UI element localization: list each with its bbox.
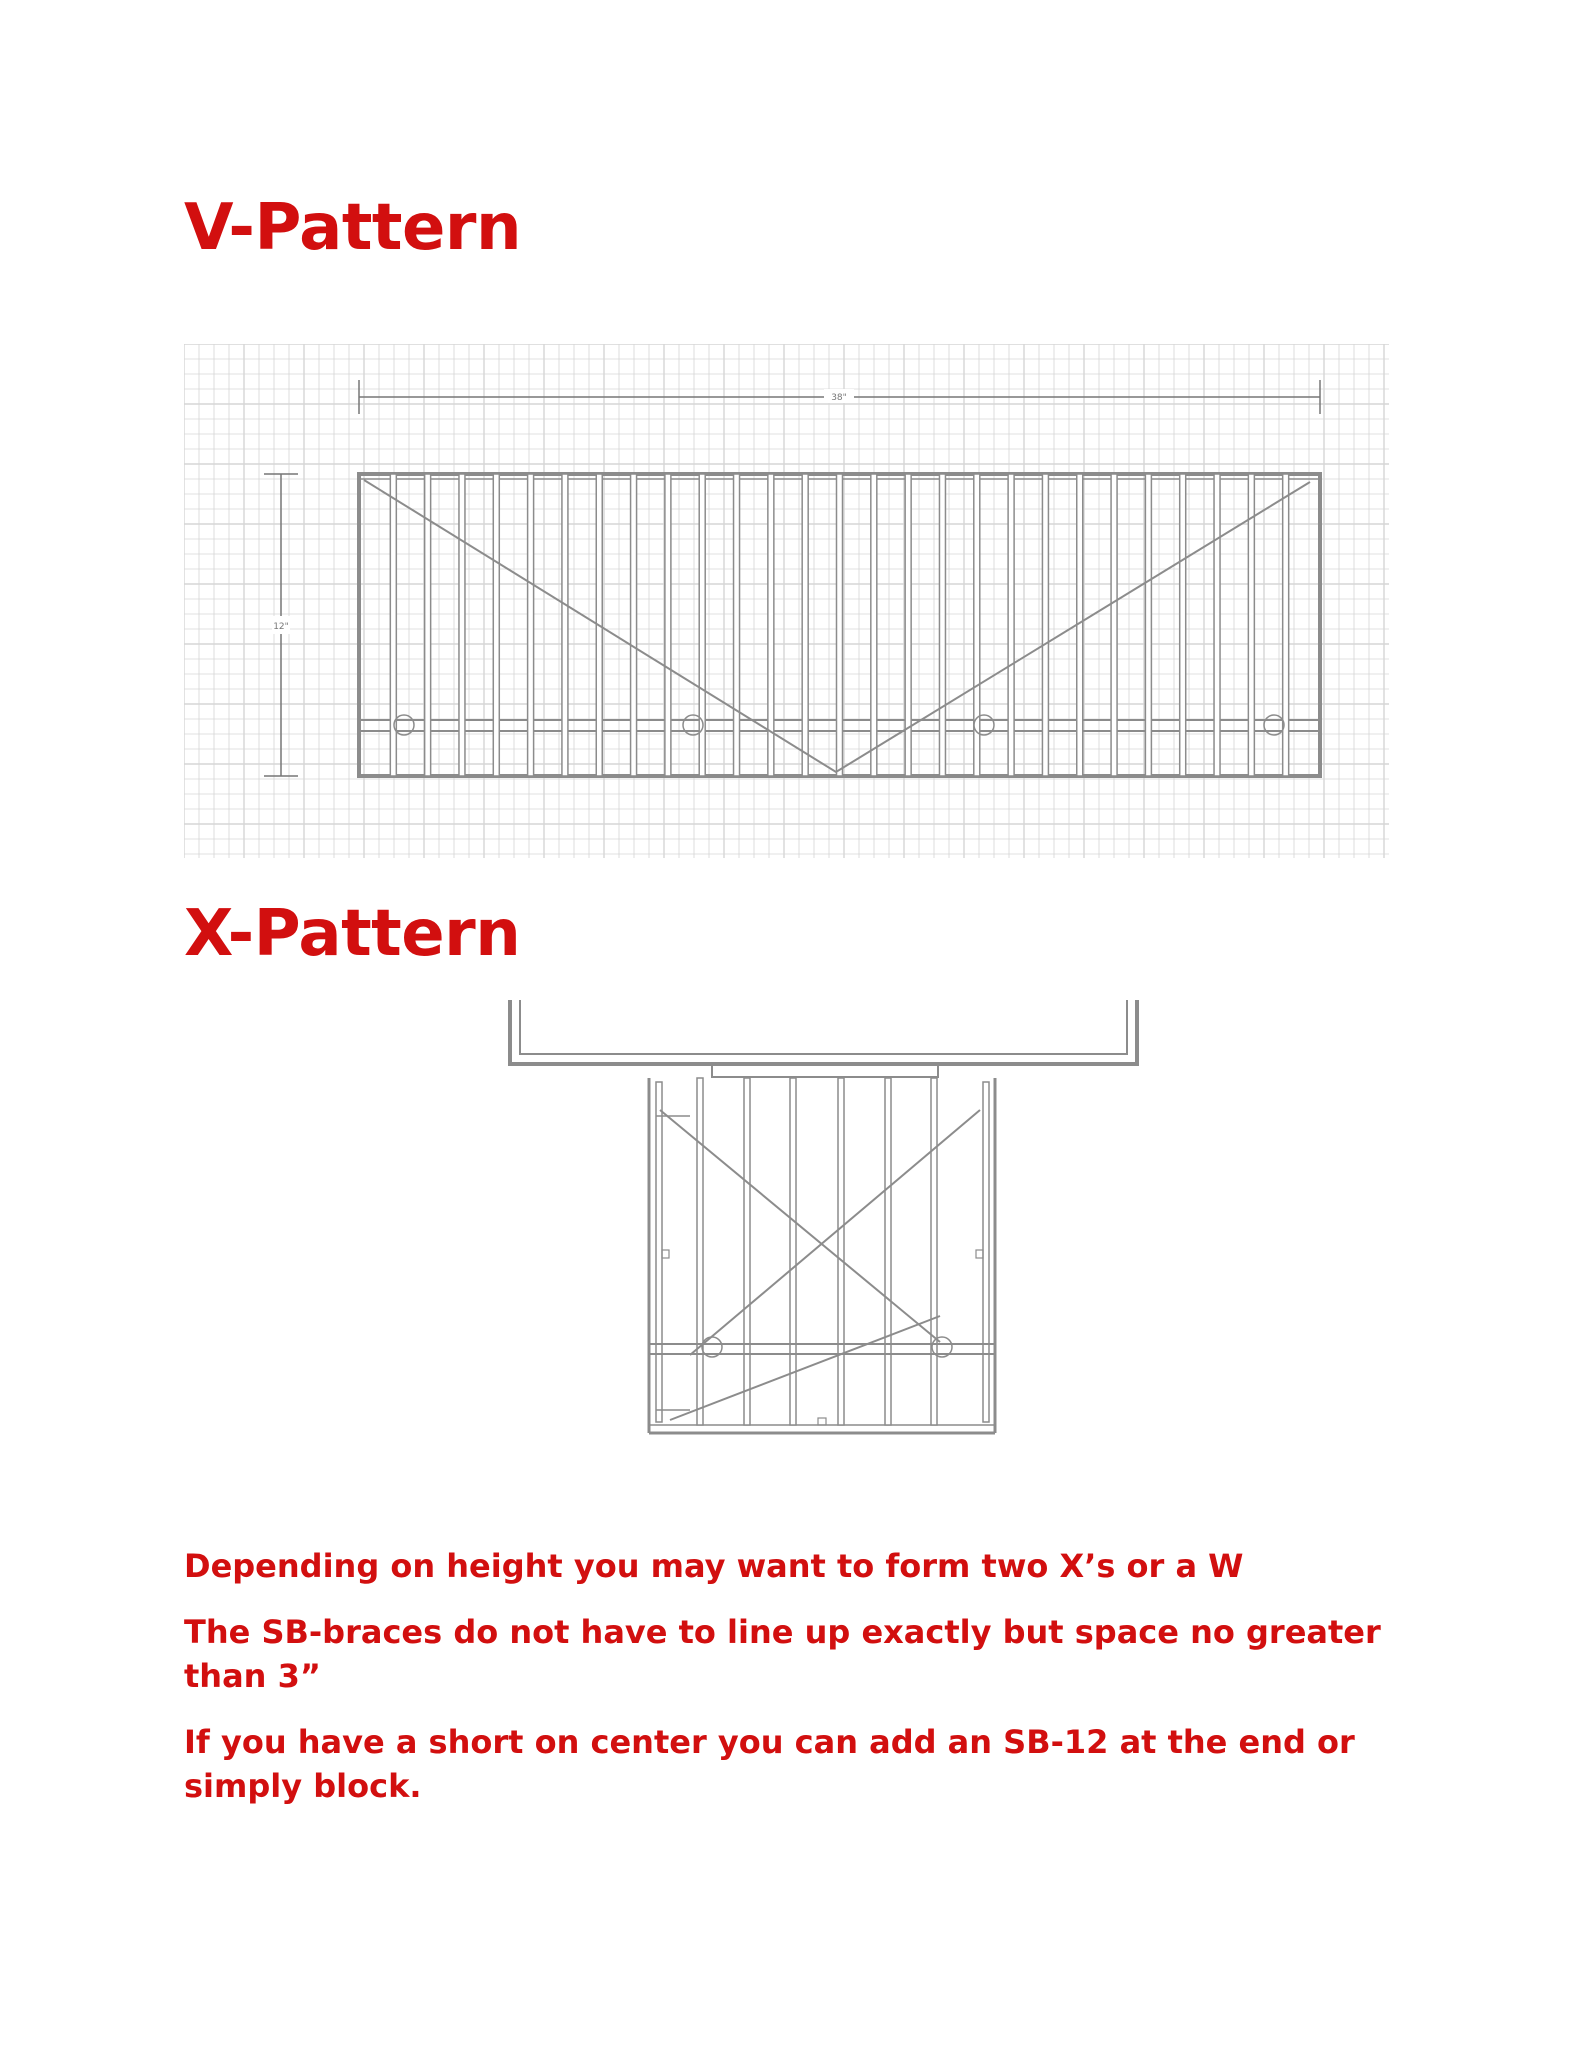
block — [976, 1250, 983, 1258]
joist — [974, 474, 980, 776]
v-pattern-grid — [184, 344, 1389, 858]
v-pattern-panel — [359, 474, 1320, 776]
note-short-on-center: If you have a short on center you can add an SB-12 at the end or simply block. — [184, 1723, 1355, 1805]
rim-flange-inner — [520, 1000, 1127, 1054]
joist — [631, 474, 637, 776]
x-brace — [670, 1316, 940, 1420]
joist — [562, 474, 568, 776]
block — [818, 1418, 826, 1425]
joist — [931, 1078, 937, 1425]
joist — [665, 474, 671, 776]
height-dimension-label: 12" — [273, 622, 289, 632]
block — [662, 1250, 669, 1258]
joist — [744, 1078, 750, 1425]
joist — [1042, 474, 1048, 776]
joist — [1008, 474, 1014, 776]
joist — [838, 1078, 844, 1425]
joist — [459, 474, 465, 776]
joist — [905, 474, 911, 776]
joist — [871, 474, 877, 776]
side-member — [656, 1082, 662, 1422]
v-pattern-diagram — [184, 344, 1394, 858]
joist — [699, 474, 705, 776]
x-pattern-drawing — [510, 1000, 1137, 1433]
joist — [1145, 474, 1151, 776]
joist — [939, 474, 945, 776]
width-dimension-label: 38" — [831, 393, 847, 403]
joist — [493, 474, 499, 776]
note-sb-brace-spacing: The SB-braces do not have to line up exactly but space no greater than 3” — [184, 1613, 1381, 1695]
x-pattern-diagram — [500, 1000, 1150, 1450]
joist — [528, 474, 534, 776]
x-pattern-heading: X-Pattern — [184, 897, 521, 971]
side-member — [983, 1082, 989, 1422]
joist — [1283, 474, 1289, 776]
joist — [1180, 474, 1186, 776]
top-plate — [712, 1065, 938, 1077]
joist — [734, 474, 740, 776]
joist — [885, 1078, 891, 1425]
joist — [837, 474, 843, 776]
note-two-xs-or-w: Depending on height you may want to form two X’s or a W — [184, 1547, 1244, 1585]
joist — [1214, 474, 1220, 776]
v-pattern-dimensions — [264, 380, 1320, 776]
joist — [802, 474, 808, 776]
v-pattern-heading: V-Pattern — [184, 191, 522, 265]
joist — [1111, 474, 1117, 776]
joist — [697, 1078, 703, 1425]
notes — [184, 1544, 1414, 1830]
